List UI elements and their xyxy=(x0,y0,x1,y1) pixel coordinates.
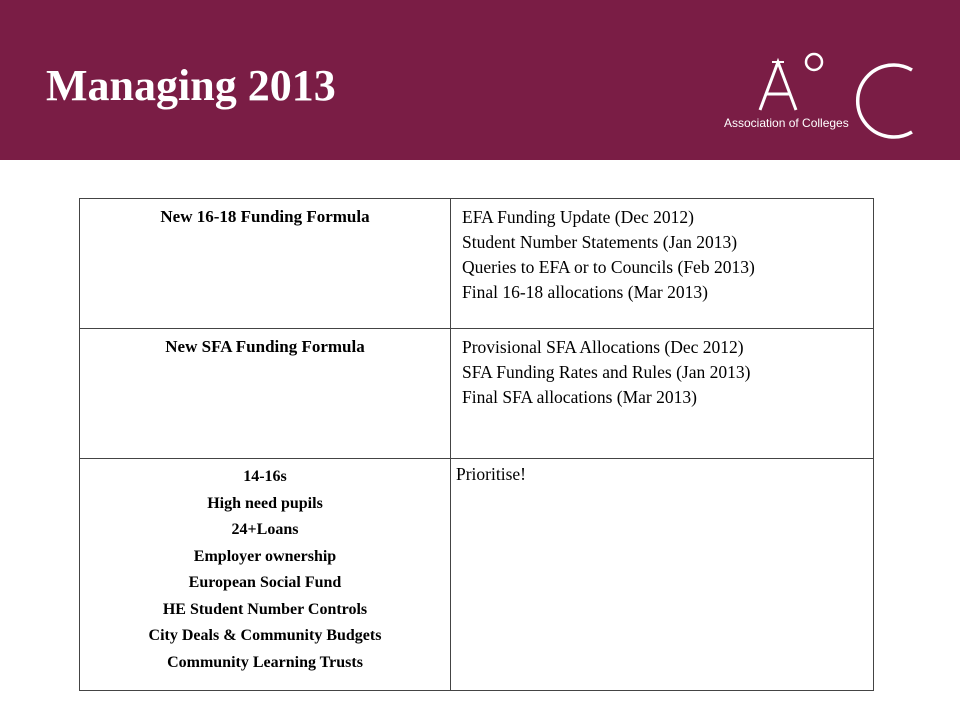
list-item: European Social Fund xyxy=(188,574,342,591)
row-heading: New 16-18 Funding Formula xyxy=(160,207,370,226)
row-detail-cell xyxy=(451,459,874,691)
aoc-logo-mark xyxy=(720,48,930,148)
title-banner xyxy=(0,0,960,160)
row-detail-cell xyxy=(451,199,874,329)
row-heading-cell xyxy=(80,199,451,329)
list-item: High need pupils xyxy=(207,494,323,512)
list-item: Community Learning Trusts xyxy=(167,653,363,671)
list-item: Student Number Statements (Jan 2013) xyxy=(462,232,738,252)
row-heading: New SFA Funding Formula xyxy=(165,337,365,356)
row-detail-cell xyxy=(451,329,874,459)
row-heading-cell xyxy=(80,459,451,691)
list-item: Queries to EFA or to Councils (Feb 2013) xyxy=(462,257,755,277)
row-heading-cell xyxy=(80,329,451,459)
list-item: 14-16s xyxy=(243,468,287,485)
table-row xyxy=(80,329,874,459)
prioritise-text: Prioritise! xyxy=(456,464,526,484)
logo-subtitle: Association of Colleges xyxy=(724,116,849,130)
list-item: SFA Funding Rates and Rules (Jan 2013) xyxy=(462,362,751,382)
list-item: City Deals & Community Budgets xyxy=(148,627,382,644)
list-item: HE Student Number Controls xyxy=(162,600,368,618)
table-row xyxy=(80,459,874,691)
aoc-logo xyxy=(720,48,930,148)
list-item: Final SFA allocations (Mar 2013) xyxy=(462,387,697,407)
funding-table xyxy=(79,198,874,691)
list-item: Employer ownership xyxy=(193,547,337,565)
page-title: Managing 2013 xyxy=(46,61,336,110)
list-item: 24+Loans xyxy=(231,521,299,538)
table-row xyxy=(80,199,874,329)
list-item: Provisional SFA Allocations (Dec 2012) xyxy=(462,337,744,357)
list-item: EFA Funding Update (Dec 2012) xyxy=(462,207,695,227)
list-item: Final 16-18 allocations (Mar 2013) xyxy=(462,282,708,302)
